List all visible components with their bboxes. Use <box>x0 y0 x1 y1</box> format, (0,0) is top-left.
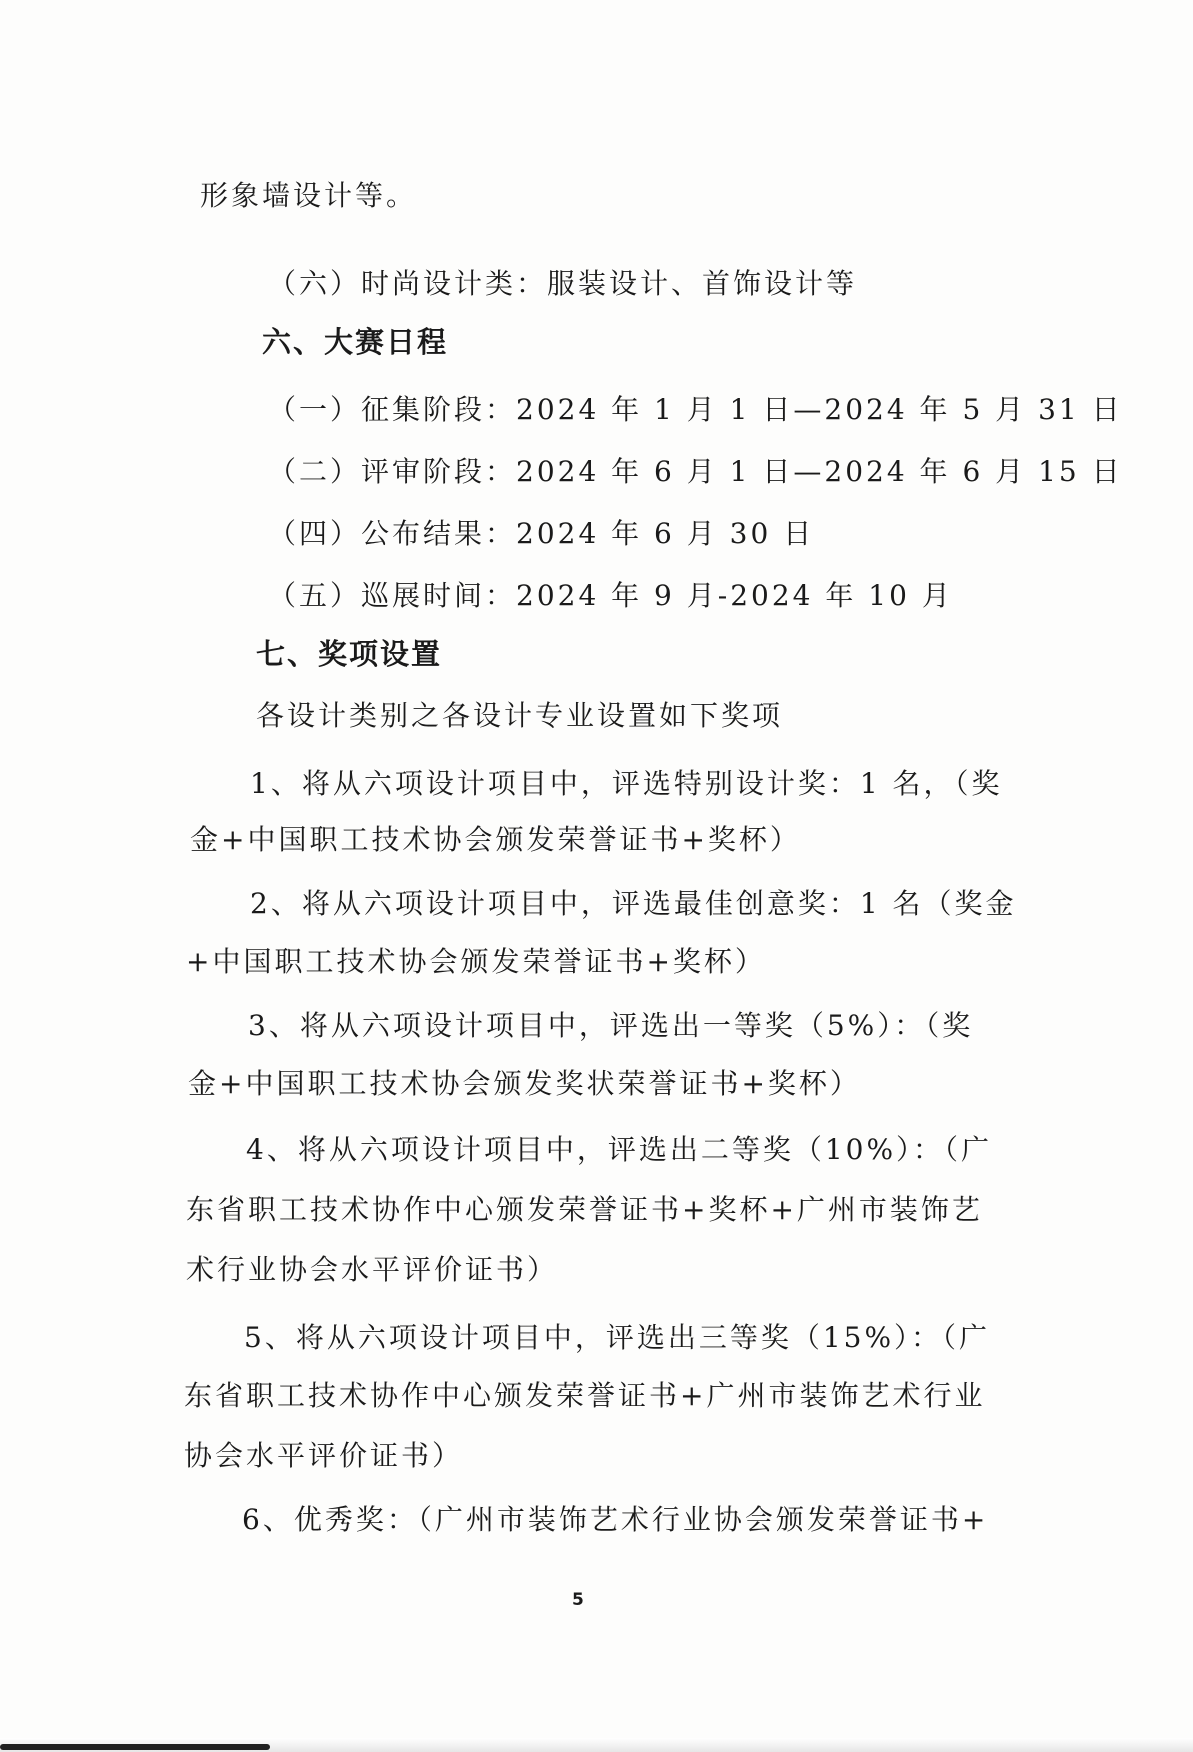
award-item-line: 5、将从六项设计项目中，评选出三等奖（15%）：（广 <box>244 1321 991 1354</box>
award-item-line: 4、将从六项设计项目中，评选出二等奖（10%）：（广 <box>246 1133 993 1166</box>
award-item-line: 协会水平评价证书） <box>184 1439 464 1472</box>
schedule-item: （二）评审阶段：2024 年 6 月 1 日—2024 年 6 月 15 日 <box>268 455 1123 488</box>
schedule-item: （一）征集阶段：2024 年 1 月 1 日—2024 年 5 月 31 日 <box>268 393 1123 426</box>
award-item-line: 2、将从六项设计项目中，评选最佳创意奖：1 名（奖金 <box>250 887 1017 920</box>
award-item-line: 金+中国职工技术协会颁发荣誉证书+奖杯） <box>190 823 801 856</box>
scan-mark <box>0 1744 270 1750</box>
section-heading-schedule: 六、大赛日程 <box>262 325 449 359</box>
award-item-line: 东省职工技术协作中心颁发荣誉证书+广州市装饰艺术行业 <box>184 1379 986 1412</box>
award-item-line: 1、将从六项设计项目中，评选特别设计奖：1 名，（奖 <box>250 767 1003 800</box>
award-item-line: 东省职工技术协作中心颁发荣誉证书+奖杯+广州市装饰艺 <box>186 1193 983 1226</box>
section-heading-awards: 七、奖项设置 <box>256 637 443 671</box>
schedule-item: （五）巡展时间：2024 年 9 月-2024 年 10 月 <box>268 579 953 612</box>
text-line: 各设计类别之各设计专业设置如下奖项 <box>256 699 784 732</box>
page-number: 5 <box>572 1590 584 1610</box>
award-item-line: 金+中国职工技术协会颁发奖状荣誉证书+奖杯） <box>188 1067 861 1100</box>
award-item-line: 6、优秀奖：（广州市装饰艺术行业协会颁发荣誉证书+ <box>242 1503 989 1536</box>
award-item-line: 3、将从六项设计项目中，评选出一等奖（5%）：（奖 <box>248 1009 974 1042</box>
text-line: 形象墙设计等。 <box>200 179 418 212</box>
award-item-line: +中国职工技术协会颁发荣誉证书+奖杯） <box>186 945 766 978</box>
schedule-item: （四）公布结果：2024 年 6 月 30 日 <box>268 517 815 550</box>
award-item-line: 术行业协会水平评价证书） <box>186 1253 559 1286</box>
text-line: （六）时尚设计类：服装设计、首饰设计等 <box>268 267 858 300</box>
